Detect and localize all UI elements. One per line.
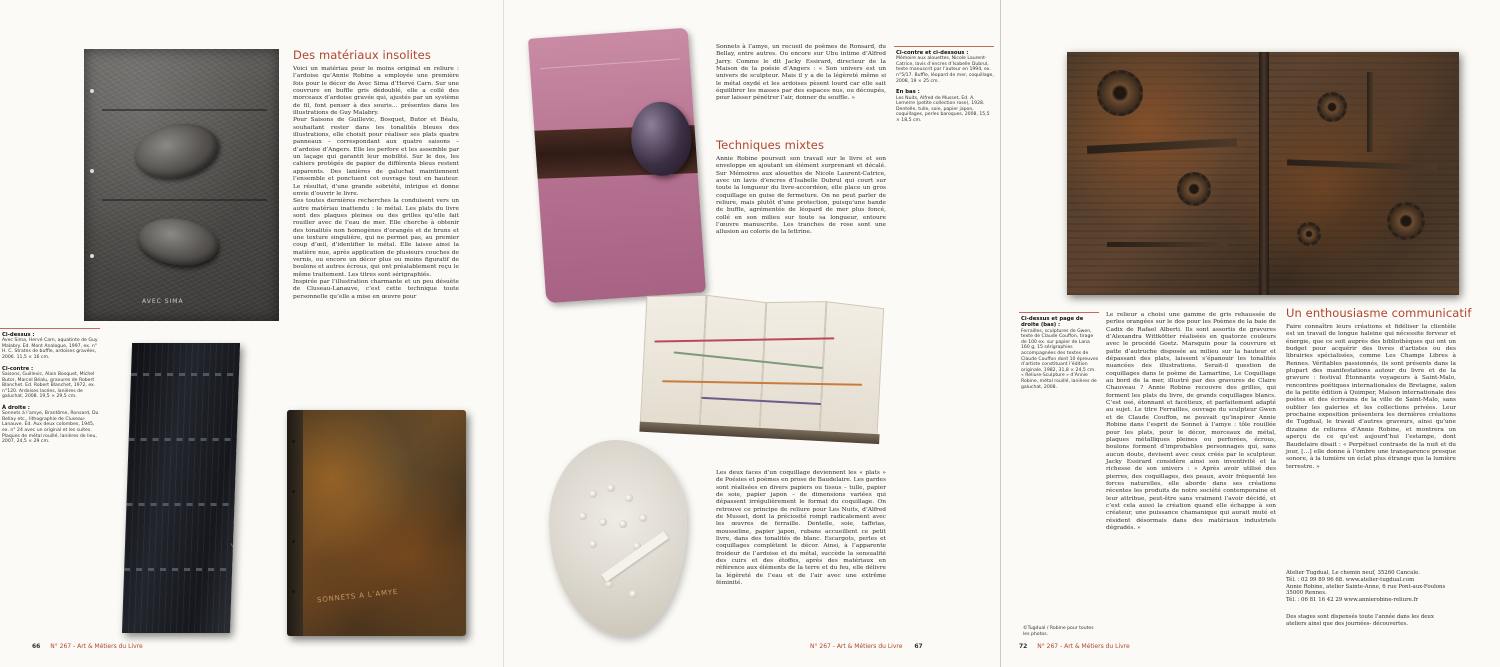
accordion-panel <box>640 295 707 428</box>
stitch-dot <box>90 89 94 93</box>
metal-bar <box>1367 72 1373 152</box>
accordion-book-photo <box>640 294 887 438</box>
caption-block-page2 <box>894 46 994 129</box>
book-spine <box>287 410 303 636</box>
page-number: 67 <box>914 643 923 650</box>
gear-ornament <box>1297 222 1321 246</box>
caption-opposite <box>2 366 100 400</box>
caption-opposite-below <box>896 50 994 84</box>
rusted-book-photo <box>287 410 466 636</box>
black-book-photo <box>122 343 240 633</box>
caption-text: Mémoire aux alouettes, Nicole Laurent-Catrice, lavis d’encres d’Isabelle Dubrul, texte manuscrit par l’auteur en 1994, ex. n°5/17. Buffle, léopard de mer, coquillage, 2008, 19 × 25 cm. <box>896 56 994 84</box>
section-heading-mixed-techniques: Techniques mixtes <box>716 138 825 152</box>
slate-mouse-piece <box>130 117 223 185</box>
section-heading-materials: Des matériaux insolites <box>293 48 431 62</box>
slate-cover-title: AVEC SIMA <box>142 298 184 305</box>
paragraph: Ses toutes dernières recherches la conduisent vers un autre matériau inattendu : le métal. Les plats du livre sont des plaques pleines ou des grilles qu’elle fait rouiller avec de l’eau de mer. Elle cherche à obtenir des tonalités non homogènes d’orangés et de bruns et une texture singulière, qui ne permet pas, au premier coup d’œil, d’identifier le métal. Elle laisse ainsi la matière nue, après application de plusieurs couches de vernis, ou encore un décor plus ou moins figuratif de boulons et autres écrous, qui ont préalablement reçu le même traitement. Les titres sont sérigraphiés. <box>293 198 459 278</box>
slate-seam <box>102 109 267 111</box>
caption-title: En bas : <box>896 89 920 96</box>
caption-title: Ci-dessus : <box>2 332 35 338</box>
article-intro-page2: Sonnets à l’amye, un recueil de poèmes de Ronsard, du Bellay, entre autres. Ou encore sur Ubu intime d’Alfred Jarry. Comme le dit Jacky Essirard, directeur de la Maison de la poésie d’Angers : « Son univers est un univers de sculpteur. Mais il y a de la légèreté même si le métal oxydé et les ardoises pèsent lourd car elle sait équilibrer les masses par des espaces nus, ou découpés, pour laisser pénétrer l’air, donner du souffle. » <box>716 44 886 102</box>
rivet-hole <box>292 540 295 543</box>
contact-line: Atelier Tugdual, Le chemin neuf, 35260 Cancale. <box>1286 570 1420 576</box>
caption-text: Avec Sima, Hervé Carn, aquatinte de Guy Malabry. Ed. Mont Analogue, 1997, ex. n° H. C. Strates de buffle, ardoises gravées, 2006. 11,5 × 16 cm. <box>2 338 98 361</box>
gear-ornament <box>1387 202 1425 240</box>
book-spine <box>1259 52 1269 295</box>
caption-block-page1 <box>0 328 100 450</box>
slate-book-photo <box>84 49 279 321</box>
contact-line: Tél. : 06 81 16 42 29 www.annierobine-reliure.fr <box>1286 597 1419 604</box>
magazine-name: N° 267 - Art & Métiers du Livre <box>810 643 903 650</box>
metal-bar <box>1107 242 1227 247</box>
lace-strap <box>126 503 234 506</box>
lace-strap <box>131 373 239 376</box>
accordion-panel <box>820 301 885 440</box>
metal-bar <box>1087 138 1237 154</box>
snail-shell <box>629 590 637 598</box>
caption-block-page3 <box>1019 312 1099 390</box>
rivet-hole <box>292 490 295 493</box>
folio-page-72 <box>1019 643 1130 650</box>
contact-block <box>1286 570 1456 604</box>
page-number: 66 <box>32 643 41 650</box>
workshop-footnote: Des stages sont dispensés toute l’année dans les deux ateliers ainsi que des journées- découvertes. <box>1286 614 1434 627</box>
paragraph: Pour Saisons de Guillevic, Bosquet, Butor et Béalu, souhaitant rester dans les tonalités bleues des illustrations, elle choisit pour réaliser ses plats quatre panneaux – correspondant aux quatre saisons – d’ardoise d’Angers. Elle les perfore et les assemble par un laçage qui garantit leur mobilité. Sur le dos, les cahiers protégés de papier de différents bleus restent apparents. Des lanières de galuchat maintiennent l’ensemble et ponctuent cet ouvrage tout en hauteur. Le résultat, d’une grande sobriété, intrigue et donne envie d’ouvrir le livre. <box>293 117 459 197</box>
folio-page-66 <box>32 643 143 650</box>
contact-line: Tél. : 02 99 89 96 68. www.atelier-tugdual.com <box>1286 576 1415 583</box>
article-body-page3-col2: Faire connaître leurs créations et fidéliser la clientèle est un travail de longue haleine qui nécessite ferveur et énergie, que ce soit auprès des bibliothèques qui ont un budget pour acquérir des livres d’artistes ou des librairies spécialisées, comme Les Champs Libres à Rennes. Véritables passionnés, ils sont présents dans la plupart des manifestations autour du livre et de la gravure : festival Étonnants voyageurs à Saint-Malo, rencontres poétiques internationales de Bretagne, salon de la petite édition à Quimper, Maison internationale des poètes et des écrivains de la ville de Saint-Malo, sans oublier les galeries et les collections privées. Leur prochaine exposition présentera les dernières créations de Tugdual, le travail d’autres graveurs, ainsi qu’une dizaine de reliures d’Annie Robine, et montrera un aperçu de ce qu’est aujourd’hui l’estampe, dont Baudelaire disait : « Perpétuel contraste de la nuit et du jour, […] elle donne à l’ombre une transparence presque sonore, à la lumière un éclat plus étrange que la lumière terrestre. » <box>1286 324 1456 470</box>
caption-title: Ci-dessus et page de droite (bas) : <box>1021 316 1084 329</box>
rivet-hole <box>292 440 295 443</box>
caption-text: Saisons, Guillevic, Alain Bosquet, Michel Butor, Marcel Béalu, gravures de Robert Blanchet. Ed. Robert Blanchet, 1972, ex. n°120. Ardoises lacées, lanières de galuchat, 2008. 19,5 × 29,5 cm. <box>2 371 96 400</box>
caption-above <box>2 332 100 361</box>
leather-crease <box>540 58 680 69</box>
caption-text: Les Nuits, Alfred de Musset, Ed. A. Lemerre (petite collection rose), 1928. Dentelle, tulle, soie, papier japon, coquillages, perles baroques, 2008, 15,5 × 18,5 cm. <box>896 95 990 123</box>
article-body-page3-col1: Le relieur a choisi une gamme de gris rehaussée de perles orangées sur le dos pour les Poèmes de la baie de Cadix de Rafael Alberti. Ils sont assortis de gravures d’Alexandra Wittkötter réalisées en quatorze couleurs avec le procédé Goetz. Marsquin pour la couvrure et patte d’autruche disposée au milieu sur la hauteur et dépassant des plats, laissent s’épanouir les tonalités nuancées des illustrations. Serait-il question de coquillages dans le poème de Lamartine, Le Coquillage au bord de la mer, illustré par des gravures de Claire Chauveau ? Annie Robine recouvre des grilles, qui forment les plats du livre, de grands coquillages blancs. C’est osé, étonnant et facétieux, et parfaitement adapté au sujet. Le titre Ferrailles, ouvrage du sculpteur Gwen et de Claude Couffon, ne pouvait qu’inspirer Annie Robine dans l’esprit de Sonnet à l’amye : tôle rouillée pour les plats, pour le décor, morceaux de métal, plaques métalliques pleines ou perforées, écrous, boulons forment d’improbables personnages qui, sans aucun doute, devisent avec ceux créés par le sculpteur. Jacky Essirard considère ainsi son inventivité et la richesse de son univers : « Après avoir utilisé des pierres, des coquillages, des peaux, avoir fréquenté les forces naturelles, elle aborde dans ses créations récentes les produits de notre société contemporaine et leur attribue, peut-être sans vraiment l’avoir décidé, et c’est cela aussi la création quand elle échappe à son créateur, une puissance chamanique qui aurait muté et résident désormais dans des matériaux industriels dégradés. » <box>1106 312 1276 531</box>
lace-strap <box>124 568 232 571</box>
caption-title: À droite : <box>2 404 30 411</box>
snail-shell <box>579 512 587 520</box>
magazine-name: N° 267 - Art & Métiers du Livre <box>50 643 143 650</box>
paragraph: Voici un matériau pour le moins original en reliure : l’ardoise qu’Annie Robine a employée une première fois pour le décor de Avec Sima d’Hervé Carn. Sur une couvrure en buffle gris dédoublé, elle a collé des morceaux d’ardoise gravée qui, ajustés par un système de fil, font penser à des souris… présentes dans les illustrations de Guy Malabry. <box>293 66 459 117</box>
magazine-name: N° 267 - Art & Métiers du Livre <box>1037 643 1130 650</box>
section-heading-enthusiasm: Un enthousiasme communicatif <box>1286 306 1472 320</box>
rivet-hole <box>292 590 295 593</box>
caption-title: Ci-contre et ci-dessous : <box>896 50 969 56</box>
contact-line: Annie Robine, atelier Sainte-Anne, 6 rue Pont-aux-Foulons 35000 Rennes. <box>1286 583 1446 597</box>
article-body-page1 <box>293 66 459 301</box>
rusted-iron-book-photo <box>1067 52 1459 295</box>
caption-title: Ci-contre : <box>2 365 34 372</box>
lace-strap <box>129 438 237 441</box>
caption-text: Ferrailles, sculptures de Gwen, texte de Claude Couffon, tirage de 100 ex. sur papier de Lana 160 g, 15 sérigraphies accompagnées des textes de Claude Couffon dont 10 épreuves d’artiste constituant l’édition originale, 1982, 31,8 × 24,5 cm. « Reliure-Sculpture » d’Annie Robine, métal rouillé, lanières de galuchat, 2008. <box>1021 328 1099 390</box>
metal-bar <box>1287 159 1437 170</box>
gear-ornament <box>1097 70 1143 116</box>
article-lower-page2: Les deux faces d’un coquillage deviennent les « plats » de Poésies et poèmes en prose de Baudelaire. Les gardes sont réalisées en divers papiers ou tissus – tulle, papier de soie, papier japon – de dimensions variées qui dépassent irrégulièrement le format du coquillage. On retrouve ce principe de reliure pour Les Nuits, d’Alfred de Musset, dont la préciosité rompt radicalement avec les œuvres de ferraille. Dentelle, soie, taffetas, mousseline, papier japon, rubans accueillent ce petit livre, dans des tonalités de blanc. Escargots, perles et coquillages complètent le décor. Ainsi, à l’apparente froideur de l’ardoise et du métal, succède la sensualité des cuirs et des étoffes, après des matériaux en référence aux éléments de la terre et du feu, elle délivre la légèreté de l’eau et de l’air avec une extrême féminité. <box>716 470 886 587</box>
photo-credit: ©Tugdual / Robine pour toutes les photos. <box>1023 626 1094 637</box>
caption-bottom <box>896 89 994 123</box>
stitch-dot <box>90 254 94 258</box>
pink-leather-book-photo <box>528 28 706 304</box>
snail-shell <box>619 520 627 528</box>
folio-page-67 <box>810 643 923 650</box>
rust-cover-title: SONNETS A L’AMYE <box>316 587 399 605</box>
snail-shell <box>599 518 607 526</box>
slate-seam <box>102 199 267 201</box>
paragraph: Inspirée par l’illustration charmante et un peu désuète de Cluseau-Lanauve, c’est cette technique toute personnelle qu’elle a mise en œuvre pour <box>293 278 459 300</box>
snail-shell <box>639 514 647 522</box>
stitch-dot <box>90 169 94 173</box>
page-number: 72 <box>1019 643 1028 650</box>
snail-shell <box>625 494 633 502</box>
snail-shell <box>607 484 615 492</box>
snail-shell <box>589 540 597 548</box>
gear-ornament <box>1317 92 1347 122</box>
article-body-page2: Annie Robine poursuit son travail sur le livre et son enveloppe en ajoutant un élément surprenant et décalé. Sur Mémoires aux alouettes de Nicole Laurent-Catrice, avec un lavis d’encres d’Isabelle Dubrul qui court sur toute la longueur du livre-accordéon, elle place un gros coquillage en guise de fermeture. On ne peut parler de reliure, mais plutôt d’une protection, puisqu’une bande de buffle, agrémentée de léopard de mer plus foncé, collé en son milieu sur toute sa longueur, entoure l’œuvre manuscrite. Les tranches de rose sont une allusion au coloris de la lettrine. <box>716 156 886 236</box>
page-66 <box>0 0 503 667</box>
satin-ribbon <box>601 531 668 582</box>
accordion-panel <box>700 295 767 434</box>
caption-right <box>2 405 100 445</box>
loose-thread <box>231 543 240 578</box>
caption-text: Sonnets à l’amye, Brantôme, Ronsard, Du Bellay etc., lithographie de Cluseau-Lanauve. Ed. Aux deux colombes, 1945, ex. n° 24 avec un original et les suites. Plaques de métal rouillé, lanières de lieu, 2007, 24,5 × 29 cm. <box>2 411 99 445</box>
gear-ornament <box>1177 172 1211 206</box>
slate-mouse-piece <box>135 214 221 271</box>
snail-shell <box>589 490 597 498</box>
